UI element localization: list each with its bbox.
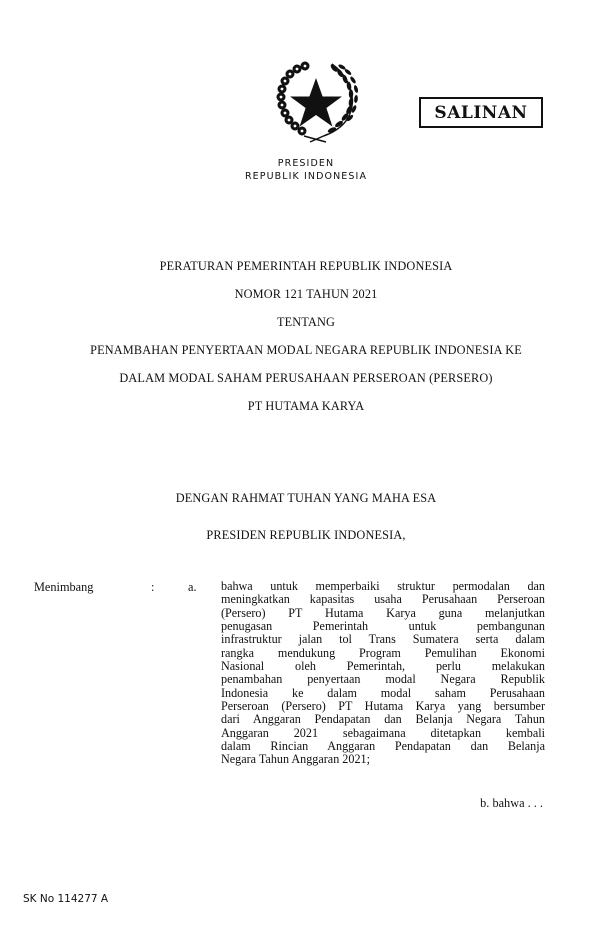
consideration-item-letter: a. [188, 580, 197, 594]
presidential-emblem-icon [272, 56, 360, 146]
consideration-line: meningkatkan kapasitas usaha Perusahaan Perseroan [221, 592, 545, 607]
sk-number: SK No 114277 A [23, 893, 109, 905]
consideration-line: (Persero) PT Hutama Karya guna melanjutkan [221, 605, 545, 620]
office-header-line2: REPUBLIK INDONESIA [244, 171, 368, 182]
consideration-line: infrastruktur jalan tol Trans Sumatera serta dalam [221, 632, 545, 647]
consideration-line: bahwa untuk memperbaiki struktur permodalan dan [221, 579, 545, 593]
consideration-line: Nasional oleh Pemerintah, perlu melakukan [221, 659, 545, 674]
invocation: DENGAN RAHMAT TUHAN YANG MAHA ESA [175, 491, 437, 505]
salinan-stamp: SALINAN [419, 97, 543, 128]
consideration-line: dalam Rincian Anggaran Pendapatan dan Belanja [221, 739, 545, 754]
regulation-type: PERATURAN PEMERINTAH REPUBLIK INDONESIA [159, 259, 453, 273]
consideration-line: dari Anggaran Pendapatan dan Belanja Negara Tahun [221, 712, 545, 727]
page-continuation-marker: b. bahwa . . . [480, 796, 543, 810]
consideration-line: Negara Tahun Anggaran 2021; [221, 752, 370, 767]
regulation-subject-line3: PT HUTAMA KARYA [247, 399, 365, 413]
regulation-subject-line2: DALAM MODAL SAHAM PERUSAHAAN PERSEROAN (PERSERO) [119, 371, 493, 385]
enacting-authority: PRESIDEN REPUBLIK INDONESIA, [206, 528, 406, 542]
considerations-colon: : [151, 580, 155, 594]
consideration-line: Perseroan (Persero) PT Hutama Karya yang bersumber [221, 699, 545, 714]
office-header-line1: PRESIDEN [277, 158, 335, 169]
consideration-line: penambahan penyertaan modal Negara Republik [221, 672, 545, 687]
regulation-about-label: TENTANG [276, 315, 336, 329]
considerations-label: Menimbang [34, 580, 94, 594]
consideration-line: penugasan Pemerintah untuk pembangunan [221, 619, 545, 634]
regulation-subject-line1: PENAMBAHAN PENYERTAAN MODAL NEGARA REPUBLIK INDONESIA KE [90, 343, 522, 357]
regulation-number: NOMOR 121 TAHUN 2021 [234, 287, 378, 301]
consideration-line: Anggaran 2021 sebagaimana ditetapkan kembali [221, 725, 545, 740]
consideration-line: rangka mendukung Program Pemulihan Ekonomi [221, 645, 545, 660]
consideration-item-text [221, 580, 545, 767]
consideration-line: Indonesia ke dalam modal saham Perusahaan [221, 685, 545, 700]
